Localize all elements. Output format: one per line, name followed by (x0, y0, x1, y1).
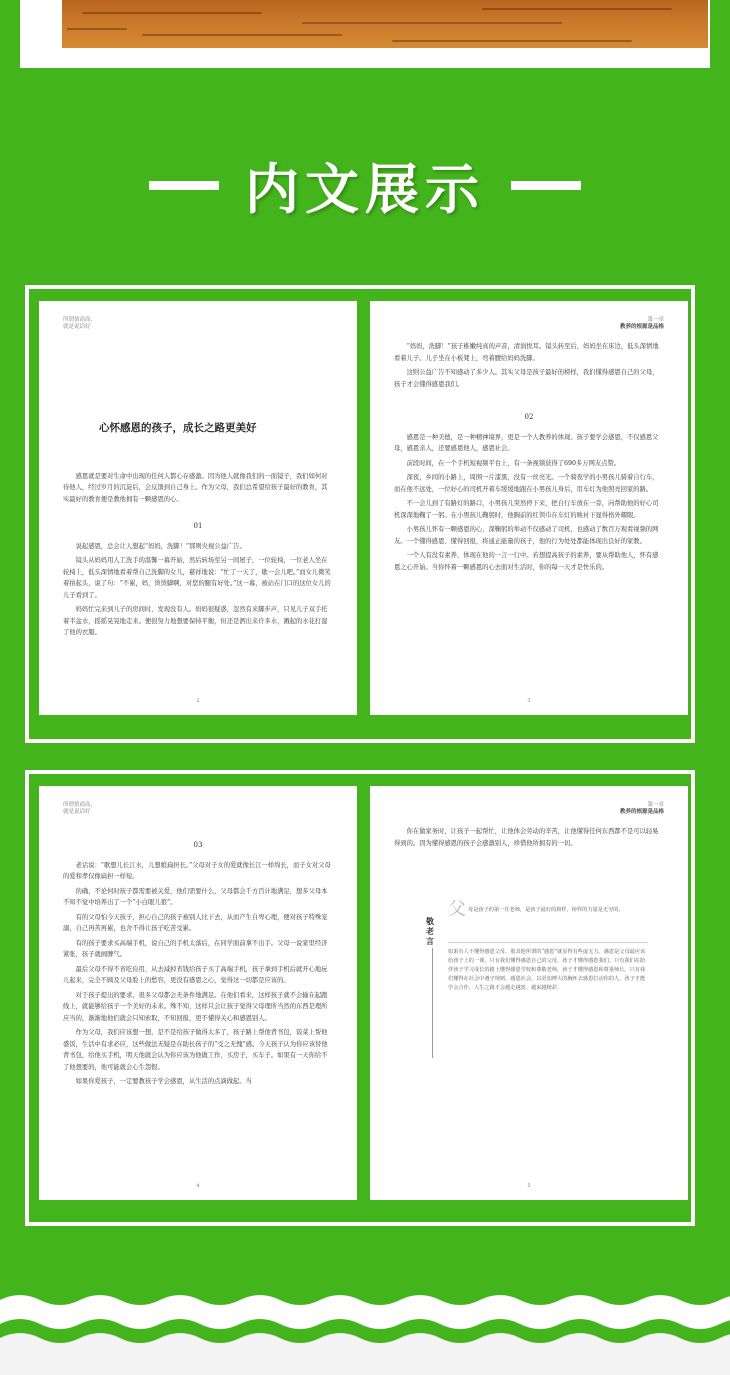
quote-body-text: 如果有人不懂得感恩父母，那其他所谓的“感恩”就显得有些虚无力。感恩是父母最应该给孩子上的一课，只有我们懂得感恩自己的父母，孩子才懂得感恩我们。只有我们在陪伴孩子学习成长的路上懂得感恩学校和尊敬老师，孩子才懂得感恩和尊重师长。只有我们懂得在社会中遵守规则、感恩社会，以更加博大的胸怀去感恩打动你的人，孩子才能学会合作，人生之路才会越走越宽、越来越精彩。 (448, 949, 646, 991)
page-number: 5 (527, 1182, 531, 1189)
page-number: 2 (196, 697, 200, 704)
quote-initial-char: 父 (448, 899, 466, 920)
banner-left-dash (149, 181, 219, 190)
paragraph: 前段时间，在一个手机短视频平台上，有一条视频获得了690多万网友点赞。 (406, 459, 621, 467)
quote-author-label: 敬老言 (426, 916, 434, 946)
running-header: 所谓情商高， 就是说话好 (63, 802, 97, 815)
page-3 (370, 301, 688, 715)
section-number: 02 (524, 413, 534, 421)
paragraph: 有的孩子要求买高端手机，说自己的手机太落后，在同学面前拿不出手。父母一说家里经济紧张，孩子就闹脾气。 (63, 939, 328, 958)
paragraph: 一个人有没有素养，体现在他的一言一行中。若想提高孩子的素养，要从帮助他人，怀有感恩之心开始。当你怀着一颗感恩的心去面对生活时，你的每一天才是快乐的。 (394, 552, 659, 571)
paragraph: 说起感恩，总会让人想起“妈妈，洗脚！”那则央视公益广告。 (75, 542, 246, 550)
paragraph: 感恩是一种美德，是一种精神境界，更是一个人教养的体现。孩子要学会感恩，不仅感恩父母，感恩亲人，还要感恩他人，感恩社会。 (394, 433, 659, 452)
paragraph: 对于孩子提出的要求，很多父母都会无条件地满足。在他们看来，这样孩子就不会输在起跑线上，就能够给孩子一个美好的未来。殊不知，这样只会让孩子觉得父母理所当然的东西是理所应当的，渐渐地他们就会只知索取，不知回报，更不懂得关心和感恩别人。 (63, 991, 328, 1022)
chapter-title: 心怀感恩的孩子，成长之路更美好 (99, 422, 257, 434)
quote-divider (448, 942, 648, 943)
paragraph: 如果你爱孩子，一定要教孩子学会感恩，从生活的点滴做起。当 (75, 1078, 252, 1085)
section-number: 01 (193, 522, 203, 530)
paragraph: 小男孩儿怀有一颗感恩的心，深鞠躬的举动不仅感动了司机，也感动了数百万观看视频的网友。一个懂得感恩、懂得回报，将通正能量的孩子，他的行为处处都能体现出良好的家教。 (394, 526, 659, 545)
quote-sidebar (424, 908, 442, 1058)
page-2 (39, 301, 357, 715)
paragraph: 镜头从妈妈用人工洗手的温馨一幕开始，然后转场至另一间屋子，一位轮椅，一位老人坐在轮椅上，低头深情地看着帮自己洗脚的女儿，慈祥地说：“忙了一天了，歇一会儿吧。”而女儿微笑着拍起头，说了句：“不累，妈，烫烫脚啊，对您的腿有好处。”这一幕，被站在门口的这位女儿的儿子看到了。 (63, 557, 331, 599)
page-number: 3 (527, 697, 531, 704)
running-header: 第一章 教养的根源是品格 (619, 317, 664, 330)
wood-texture-image (62, 0, 708, 48)
paragraph: 深夜，乡间的小路上，周围一片漆黑，没有一丝亮光。一个骑夜学的小男孩儿骑着自行车，而在他不远处，一位好心的司机开着车缓缓地跟在小男孩儿身后，用车灯为他照亮回家的路。 (394, 474, 659, 493)
book-spread-1 (25, 285, 695, 743)
bottom-wave-decoration (0, 1290, 730, 1375)
paragraph: 作为父母，我们应该想一想，是不是给孩子做得太多了，孩子路上帮他背书包，饭菜上帮他盛饭，生活中有求必应，这些做法无疑是在助长孩子的“受之无愧”感。今天孩子认为你应该替他背书包，给他买手机，明天他就会认为你应该为他做工作，买房子，买车子。如果有一天你给不了他想要的，他可能就会心生怨恨。 (63, 1029, 328, 1071)
paragraph: 老话说：“歌想儿长江水，儿想娘扁担长。”父母对子女的爱就像长江一样绵长，而子女对父母的爱和孝仅像扁担一样短。 (63, 861, 331, 880)
book-spread-2 (25, 770, 695, 1226)
page-number: 4 (196, 1182, 200, 1189)
quote-box (424, 899, 654, 1074)
top-image-frame (20, 0, 710, 68)
running-header: 所谓情商高， 就是说话好 (63, 317, 97, 330)
banner-right-dash (511, 181, 581, 190)
paragraph: 这则公益广告不知感动了多少人。其实父母是孩子最好的榜样，我们懂得感恩自己的父母，孩子才会懂得感恩我们。 (394, 369, 659, 388)
paragraph: “妈妈，洗脚！”孩子稚嫩纯真的声音，清润悦耳。镜头转至后，妈妈坐在床边，低头深情地看着儿子。儿子坐在小板凳上，弯着腰给妈妈洗脚。 (394, 343, 659, 362)
quote-lead-text: 母是孩子的第一任老师，是孩子最好的榜样，榜样的力量是无穷的。 (468, 907, 624, 913)
section-banner (0, 150, 730, 220)
paragraph: 妈妈忙完来到儿子的房间时，发现没有人。妈妈很疑惑，忽然有来脚步声，只见儿子双手托着半盆水，摇摇晃晃地走来。便很努力地想要保持平衡，但还是洒出来许多水，溅起的水花打湿了他的衣服。 (63, 606, 328, 636)
section-number: 03 (193, 841, 203, 849)
running-header: 第一章 教养的根源是品格 (619, 802, 664, 815)
paragraph: 的确，不论何时孩子都需要被关爱，他们需要什么，父母都会千方百计地满足，想多父母本不知不觉中培养出了一个“小白眼儿狼”。 (63, 887, 328, 906)
paragraph: 最后父母不得不省吃俭用，从去减掉省钱给孩子买了高端手机，孩子拿到手机后就开心地玩儿起来，完全不顾及父母脸上的愁容，更没有感恩之心，觉得这一切都是应该的。 (63, 965, 328, 984)
paragraph: 不一会儿到了有路灯的路口，小男孩儿突然停下来，把自行车放在一旁，向帮助他的好心司机深深地鞠了一躬。在小男孩儿鞠躬时，他胸前的红领巾在车灯的映衬下显得格外耀眼。 (394, 500, 659, 519)
page-5 (370, 786, 688, 1200)
page-4 (39, 786, 357, 1200)
intro-paragraph: 感恩就是要对生命中出现的任何人都心存感激。因为他人就像我们的一面镜子，我们如何对待他人，经过岁月的沉淀后，会反馈到自己身上。作为父母，我们总希望给孩子最好的教育，其实最好的教育便是教他拥有一颗感恩的心。 (63, 472, 328, 503)
banner-title: 内文展示 (245, 157, 485, 221)
paragraph: 有的父母怕今天孩子，担心自己的孩子被别人比下去，从而产生自卑心理，便对孩子特殊宠溺，自己再苦再累，也舍不得让孩子吃苦受累。 (63, 913, 328, 932)
paragraph: 你在做家务时，让孩子一起帮忙，让他体会劳动的辛苦，让他懂得任何东西都不是可以轻易得到的。因为懂得感恩的孩子会感激别人，珍惜他所拥有的一切。 (394, 828, 659, 847)
